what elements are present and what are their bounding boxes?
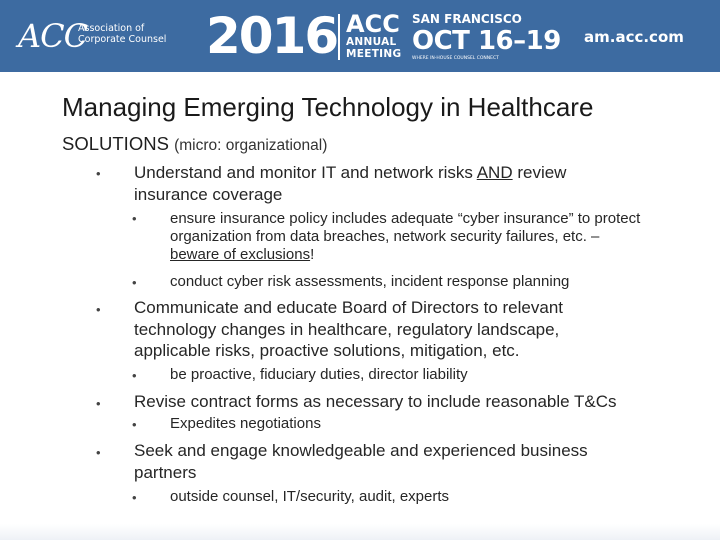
sub-bullet-marker: • (132, 275, 137, 290)
acc-logo-text (78, 23, 168, 45)
bullet-marker: • (96, 302, 101, 317)
acc-logo-mark: ACC (18, 17, 88, 55)
sub-bullet-emphasis: beware of exclusions (170, 246, 311, 263)
slide-subhead (62, 132, 327, 158)
slide-footer-shade (0, 524, 720, 540)
meeting-acc: ACC (346, 10, 400, 38)
slide-title: Managing Emerging Technology in Healthcare (62, 92, 594, 122)
header-banner (0, 0, 720, 72)
meeting-annual: ANNUAL (346, 36, 397, 48)
bullet-marker: • (96, 445, 101, 460)
event-dates: OCT 16–19 (412, 26, 561, 56)
bullet-marker: • (96, 166, 101, 181)
sub-bullet-text: ! (310, 246, 315, 263)
event-year: 2016 (206, 7, 338, 65)
bullet-item: Communicate and educate Board of Directors to relevant technology changes in healthcare, regulatory landscape, applicable risks, proactive solutions, mitigation, etc. (134, 298, 564, 360)
sub-bullet-item: be proactive, fiduciary duties, director liability (170, 366, 468, 383)
bullet-item: Revise contract forms as necessary to include reasonable T&Cs (134, 392, 617, 411)
event-tagline: WHERE IN-HOUSE COUNSEL CONNECT (412, 56, 499, 61)
bullet-item: Seek and engage knowledgeable and experienced business partners (134, 441, 588, 482)
sub-bullet-text: ensure insurance policy includes adequate “cyber insurance” to protect organization from data breaches, network security failures, etc. – (170, 210, 641, 245)
sub-bullet-item (170, 210, 650, 264)
sub-bullet-item: conduct cyber risk assessments, incident response planning (170, 273, 570, 290)
sub-bullet-marker: • (132, 417, 137, 432)
sub-bullet-item: outside counsel, IT/security, audit, experts (170, 488, 450, 505)
logo-line-2: Corporate Counsel (78, 34, 167, 45)
event-city: SAN FRANCISCO (412, 12, 522, 26)
subhead-label: SOLUTIONS (62, 133, 169, 154)
banner-divider (338, 14, 340, 60)
acc-logo (18, 16, 167, 56)
bullet-text: review insurance coverage (134, 163, 567, 204)
meeting-meeting: MEETING (346, 48, 402, 60)
subhead-note: (micro: organizational) (174, 137, 328, 154)
event-website-link[interactable]: am.acc.com (584, 28, 684, 46)
bullet-text: Understand and monitor IT and network risks (134, 163, 477, 182)
meeting-name (346, 12, 408, 60)
bullet-marker: • (96, 396, 101, 411)
bullet-item (134, 162, 624, 205)
sub-bullet-marker: • (132, 211, 137, 226)
sub-bullet-marker: • (132, 368, 137, 383)
logo-line-1: Association of (78, 23, 145, 34)
event-date-block (412, 12, 561, 63)
sub-bullet-marker: • (132, 490, 137, 505)
bullet-emphasis: AND (476, 163, 513, 182)
sub-bullet-item: Expedites negotiations (170, 415, 321, 432)
